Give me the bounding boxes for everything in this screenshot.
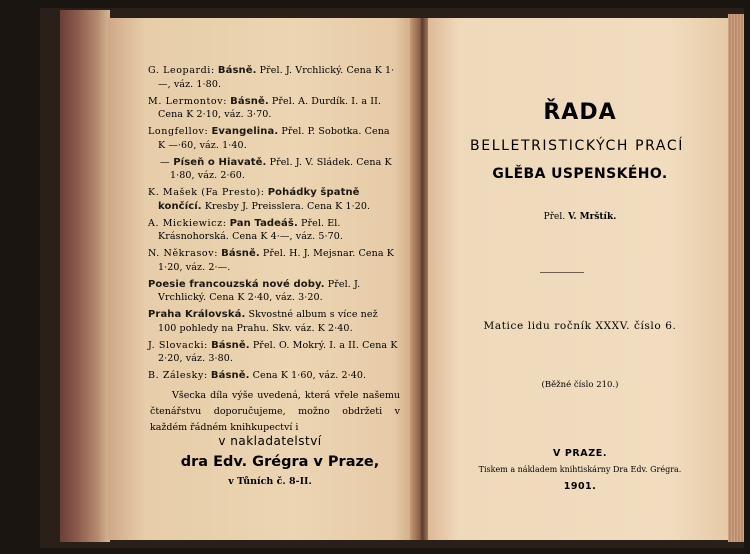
page-edges [728,14,744,542]
publisher-address: v Tůních č. 8-II. [228,476,312,487]
ad-item [148,339,398,366]
divider [540,272,584,273]
ad-item [148,369,398,383]
translator-name: V. Mrštík. [567,212,617,222]
ad-item [148,186,398,213]
ad-item [148,308,398,335]
ad-details: Přel. A. Durdík. I. a II. Cena K 2·10, váz. 3·70. [158,95,382,120]
running-number: (Běžné číslo 210.) [541,380,619,390]
ad-details: Přel. J. Vrchlický. Cena K 2·40, váz. 3·20. [158,278,361,303]
series-title: ŘADA [543,100,617,125]
series-volume: Matice lidu ročník XXXV. číslo 6. [483,320,677,332]
ad-details: Kresby J. Preisslera. Cena K 1·20. [204,200,371,212]
translator-line [440,212,720,222]
ad-note: Všecka díla výše uvedená, která vřele našemu čtenářstvu doporučujeme, možno obdržeti v každém řádném knihkupectví i [150,390,400,433]
ad-item [148,156,398,183]
right-page [428,18,730,540]
ad-item [148,217,398,244]
ad-details: Přel. J. V. Sládek. Cena K 1·80, váz. 2·60. [170,156,392,181]
ad-details: Přel. P. Sobotka. Cena K —·60, váz. 1·40. [158,126,390,151]
ad-work: Píseň o Hiavatě. [173,156,267,168]
ad-work: Pohádky špatně končící. [158,187,360,212]
ad-work: Poesie francouzská nové doby. [148,278,325,290]
ad-item [148,247,398,274]
ad-item [148,64,398,91]
ad-work: Básně. [221,248,260,259]
ad-author: J. Slovacki: [148,339,208,351]
ad-item [148,125,398,152]
ad-work: Pan Tadeáš. [229,217,298,229]
publisher-ad-list [148,64,398,386]
left-cover-edge [60,10,110,542]
ad-item [148,95,398,122]
ad-work: Básně. [210,370,250,381]
ad-author: Longfellov: [148,126,209,137]
imprint-city: V PRAZE. [552,448,608,459]
ad-work: Básně. [217,65,257,76]
ad-details: Přel. El. Krásnohorská. Cena K 4·—, váz. 5·70. [158,217,343,242]
ad-item [148,278,398,305]
series-author: GLĚBA USPENSKÉHO. [492,166,668,182]
ad-author: — [160,156,171,168]
imprint-year: 1901. [563,481,597,492]
ad-details: Přel. H. J. Mejsnar. Cena K 1·20, váz. 2·—. [158,248,394,273]
ad-details: Přel. J. Vrchlický. Cena K 1·—, váz. 1·80. [158,65,395,90]
ad-work: Básně. [211,339,250,351]
imprint-printer: Tiskem a nákladem knihtiskárny Dra Edv. Grégra. [478,465,682,474]
ad-author: B. Zálesky: [148,370,208,381]
ad-author: K. Mašek (Fa Presto): [148,187,265,198]
publisher-name: dra Edv. Grégra v Praze, [180,454,380,470]
publisher-line: v nakladatelství [218,434,322,448]
ad-details: Přel. O. Mokrý. I. a II. Cena K 2·20, váz. 3·80. [158,339,398,364]
ad-author: A. Mickiewicz: [148,217,227,229]
ad-work: Básně. [230,95,269,107]
ad-work: Praha Královská. [148,309,246,320]
series-subtitle: BELLETRISTICKÝCH PRACÍ [470,138,684,154]
ad-work: Evangelina. [211,126,279,137]
ad-author: N. Někrasov: [148,248,219,259]
ad-details: Cena K 1·60, váz. 2·40. [252,370,367,381]
ad-author: G. Leopardi: [148,65,215,76]
ad-details: Skvostné album s více než 100 pohledy na Prahu. Skv. váz. K 2·40. [158,309,378,334]
translator-prefix: Přel. [543,212,566,222]
ad-author: M. Lermontov: [148,95,227,107]
